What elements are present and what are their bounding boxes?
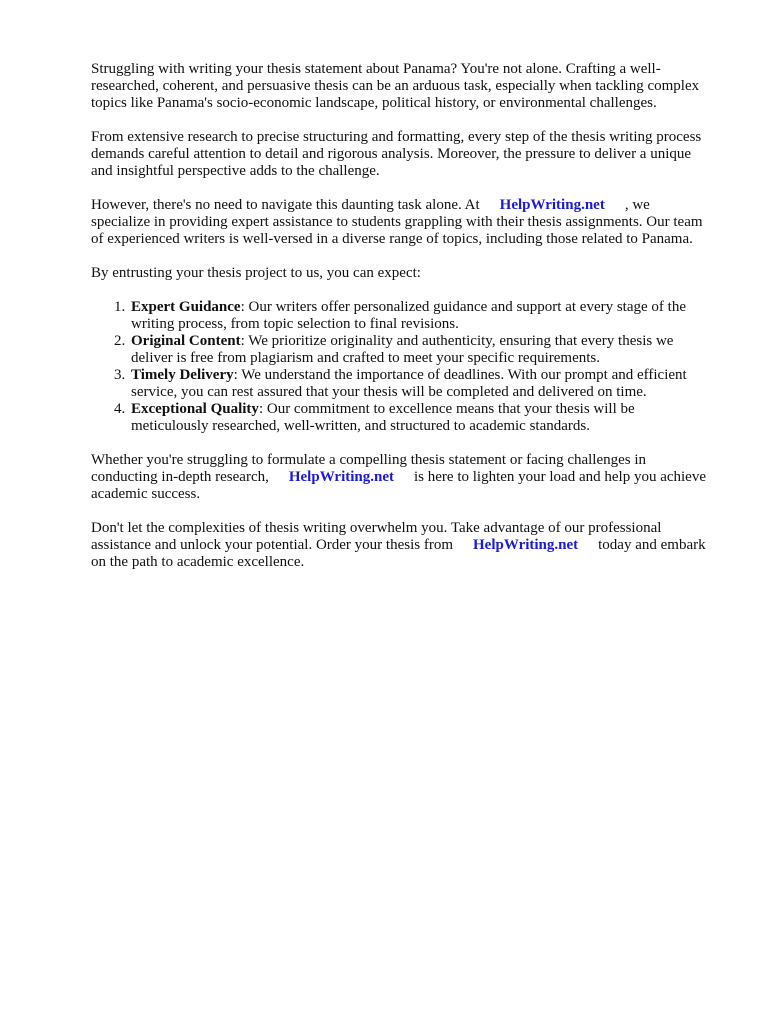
list-item-exceptional-quality — [129, 401, 711, 435]
expectations-paragraph: By entrusting your thesis project to us, you can expect: — [91, 265, 421, 281]
helpwriting-link-3[interactable]: HelpWriting.net — [473, 537, 579, 553]
benefit-term: Timely Delivery — [131, 367, 234, 383]
list-item-original-content — [129, 333, 711, 367]
intro-paragraph: Struggling with writing your thesis statement about Panama? You're not alone. Crafting a well-researched, coherent, and persuasive thesis can be an arduous task, especially when tackling complex topics like Panama's socio-economic landscape, political history, or environmental challenges. — [91, 61, 700, 111]
benefit-term: Original Content — [131, 333, 241, 349]
closing-paragraph — [91, 520, 711, 571]
closing-text-before: Don't let the complexities of thesis writing overwhelm you. Take advantage of our professional assistance and unlock your potential. Order your thesis from — [91, 520, 662, 553]
closing-text-after: today and embark on the path to academic excellence. — [91, 537, 706, 570]
benefit-text: : We prioritize originality and authenticity, ensuring that every thesis we deliver is free from plagiarism and crafted to meet your specific requirements. — [131, 333, 674, 366]
benefit-text: : Our writers offer personalized guidance and support at every stage of the writing process, from topic selection to final revisions. — [131, 299, 686, 332]
service-text-after: , we specialize in providing expert assistance to students grappling with their thesis assignments. Our team of experienced writers is well-versed in a diverse range of topics, including those related to Panama. — [91, 197, 703, 247]
list-item-timely-delivery — [129, 367, 711, 401]
support-paragraph — [91, 452, 711, 503]
list-item-expert-guidance — [129, 299, 711, 333]
benefits-list — [91, 299, 711, 435]
process-paragraph: From extensive research to precise structuring and formatting, every step of the thesis writing process demands careful attention to detail and rigorous analysis. Moreover, the pressure to deliver a unique and insightful perspective adds to the challenge. — [91, 129, 702, 179]
service-paragraph — [91, 197, 711, 248]
support-text-after: is here to lighten your load and help you achieve academic success. — [91, 469, 706, 502]
benefit-text: : Our commitment to excellence means that your thesis will be meticulously researched, well-written, and structured to academic standards. — [131, 401, 635, 434]
document-body — [91, 61, 711, 588]
benefit-term: Exceptional Quality — [131, 401, 259, 417]
helpwriting-link-2[interactable]: HelpWriting.net — [288, 469, 394, 485]
support-text-before: Whether you're struggling to formulate a compelling thesis statement or facing challenges in conducting in-depth research, — [91, 452, 647, 485]
service-text-before: However, there's no need to navigate this daunting task alone. At — [91, 197, 480, 213]
benefit-term: Expert Guidance — [131, 299, 241, 315]
benefit-text: : We understand the importance of deadlines. With our prompt and efficient service, you can rest assured that your thesis will be completed and delivered on time. — [131, 367, 687, 400]
helpwriting-link-1[interactable]: HelpWriting.net — [499, 197, 605, 213]
